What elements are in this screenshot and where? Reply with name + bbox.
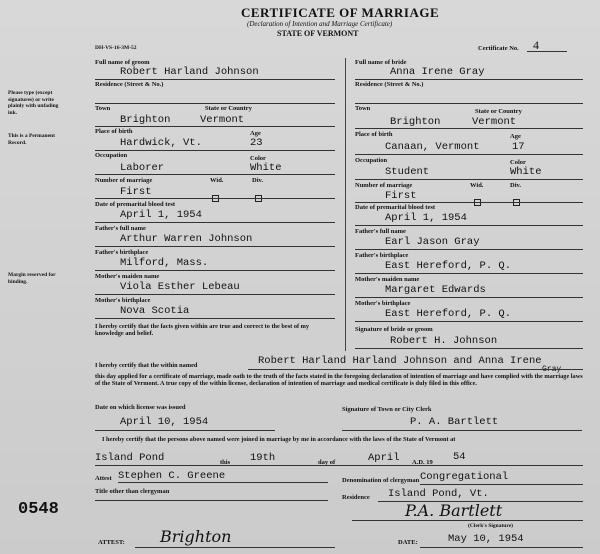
groom-birthplace: Hardwick, Vt. <box>120 137 202 149</box>
groom-father-label: Father's full name <box>95 225 146 232</box>
ink-note: Please type (except signatures) or write plainly with unfading ink. <box>8 90 59 116</box>
groom-name-label: Full name of groom <box>95 59 150 66</box>
groom-name: Robert Harland Johnson <box>120 66 259 78</box>
applicant-names-overflow: Gray <box>542 365 562 374</box>
groom-state: Vermont <box>200 114 245 126</box>
permanent-record-note: This is a Permanent Record. <box>8 133 55 146</box>
groom-age: 23 <box>250 137 263 149</box>
groom-mother-birthplace: Nova Scotia <box>120 305 190 317</box>
bride-name: Anna Irene Gray <box>390 66 485 78</box>
bride-color-label: Color <box>510 159 526 166</box>
groom-color-label: Color <box>250 155 266 162</box>
bride-wid-label: Wid. <box>470 182 484 189</box>
file-number: 0548 <box>18 500 59 519</box>
bride-mother-label: Mother's maiden name <box>355 276 420 283</box>
bride-marriage-number: First <box>385 190 417 202</box>
clerk-signature: P. A. Bartlett <box>410 416 499 428</box>
applicant-names: Robert Harland Harland Johnson and Anna Irene <box>258 355 542 367</box>
bride-father-birthplace: East Hereford, P. Q. <box>385 260 512 272</box>
bride-father-label: Father's full name <box>355 228 406 235</box>
bride-div-label: Div. <box>510 182 522 189</box>
groom-div-label: Div. <box>252 177 264 184</box>
groom-father: Arthur Warren Johnson <box>120 233 253 245</box>
bride-marriage-number-label: Number of marriage <box>355 182 413 189</box>
bride-occupation: Student <box>385 166 430 178</box>
groom-blood-test: April 1, 1954 <box>120 209 202 221</box>
groom-signature: Robert H. Johnson <box>390 335 498 347</box>
certify-statement: I hereby certify that the facts given within are true and correct to the best of my knowledge and belief. <box>95 323 310 338</box>
bride-mother-birthplace: East Hereford, P. Q. <box>385 308 512 320</box>
marriage-month: April <box>368 452 400 464</box>
officiant-certify: I hereby certify that the persons above named were joined in marriage by me in accordance with the laws of the State of Vermont at <box>102 436 456 443</box>
groom-mother-birthplace-label: Mother's birthplace <box>95 297 151 304</box>
ad-label: A.D. 19 <box>412 459 433 466</box>
bride-age-label: Age <box>510 133 521 140</box>
groom-marriage-number: First <box>120 186 152 198</box>
groom-birthplace-label: Place of birth <box>95 128 133 135</box>
bride-state-label: State or Country <box>475 108 522 115</box>
groom-mother-label: Mother's maiden name <box>95 273 160 280</box>
attest-town: Brighton <box>160 527 232 546</box>
bride-mother: Margaret Edwards <box>385 284 486 296</box>
bride-mother-birthplace-label: Mother's birthplace <box>355 300 411 307</box>
certificate-number-label: Certificate No. <box>478 45 519 52</box>
bride-state: Vermont <box>472 116 517 128</box>
groom-residence-label: Residence (Street & No.) <box>95 81 164 88</box>
officiant-attest: Stephen C. Greene <box>118 470 226 482</box>
groom-state-label: State or Country <box>205 105 252 112</box>
marriage-place: Island Pond <box>95 452 165 464</box>
form-code: DH-VS-16-3M-52 <box>95 45 137 51</box>
bride-town: Brighton <box>390 116 441 128</box>
clerk-handwritten-signature: P.A. Bartlett <box>405 501 503 520</box>
bride-birthplace-label: Place of birth <box>355 131 393 138</box>
document-title: CERTIFICATE OF MARRIAGE <box>241 5 440 20</box>
state-heading: STATE OF VERMONT <box>277 29 359 38</box>
title-other-label: Title other than clergyman <box>95 488 170 495</box>
bride-father-birthplace-label: Father's birthplace <box>355 252 409 259</box>
bride-father: Earl Jason Gray <box>385 236 480 248</box>
bride-blood-test: April 1, 1954 <box>385 212 467 224</box>
bride-birthplace: Canaan, Vermont <box>385 141 480 153</box>
groom-occupation-label: Occupation <box>95 152 128 159</box>
bride-residence-label: Residence (Street & No.) <box>355 81 424 88</box>
groom-wid-label: Wid. <box>210 177 224 184</box>
groom-occupation: Laborer <box>120 162 165 174</box>
groom-color: White <box>250 162 282 174</box>
certificate-number: 4 <box>533 38 539 52</box>
bride-blood-test-label: Date of premarital blood test <box>355 204 436 211</box>
document-subtitle: (Declaration of Intention and Marriage Certificate) <box>247 20 393 28</box>
bride-name-label: Full name of bride <box>355 59 407 66</box>
bride-color: White <box>510 166 542 178</box>
this-label: this <box>220 459 231 466</box>
groom-father-birthplace: Milford, Mass. <box>120 257 209 269</box>
bride-town-label: Town <box>355 105 371 112</box>
denomination-label: Denomination of clergyman <box>342 477 420 484</box>
day-of-label: day of <box>318 459 336 466</box>
groom-father-birthplace-label: Father's birthplace <box>95 249 149 256</box>
groom-town: Brighton <box>120 114 171 126</box>
marriage-year: 54 <box>453 451 466 463</box>
date-bottom-label: DATE: <box>398 539 418 546</box>
attest-bottom-label: ATTEST: <box>98 539 125 546</box>
groom-age-label: Age <box>250 130 261 137</box>
groom-mother: Viola Esther Lebeau <box>120 281 240 293</box>
bride-age: 17 <box>512 141 525 153</box>
record-date: May 10, 1954 <box>448 533 524 545</box>
clerk-certify-prefix: I hereby certify that the within named <box>95 362 198 369</box>
license-date: April 10, 1954 <box>120 416 209 428</box>
license-date-label: Date on which license was issued <box>95 404 186 411</box>
clerk-signature-label: Signature of Town or City Clerk <box>342 406 432 413</box>
groom-town-label: Town <box>95 105 111 112</box>
binding-note: Margin reserved for binding. <box>8 272 56 285</box>
groom-blood-test-label: Date of premarital blood test <box>95 201 176 208</box>
officiant-residence: Island Pond, Vt. <box>388 488 489 500</box>
attest-label: Attest <box>95 475 112 482</box>
marriage-day: 19th <box>250 452 276 464</box>
signature-bride-groom-label: Signature of bride or groom <box>355 326 433 333</box>
groom-marriage-number-label: Number of marriage <box>95 177 153 184</box>
officiant-denomination: Congregational <box>420 471 509 483</box>
bride-occupation-label: Occupation <box>355 157 388 164</box>
residence-label: Residence <box>342 494 370 501</box>
clerk-signature-caption: (Clerk's Signature) <box>468 523 513 529</box>
clerk-certify-body: this day applied for a certificate of marriage, made oath to the truth of the facts stated in the foregoing declaration of intention of marriage and have complied with the marriage laws of the State of Vermont. A true copy of the within license, declaration of intention of marriage and medical certificate is duly filed in this office. <box>95 373 583 388</box>
